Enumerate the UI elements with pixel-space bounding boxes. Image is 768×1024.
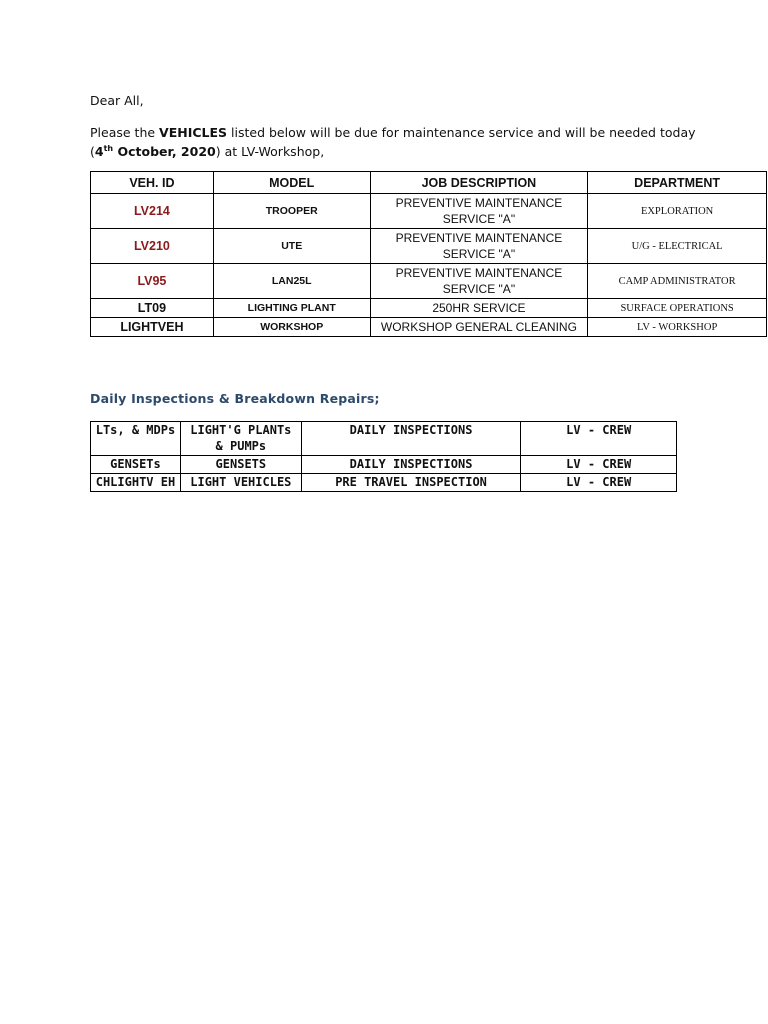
veh-id-cell: LV95 [91,264,214,299]
date-day: 4 [94,144,104,160]
model-cell: WORKSHOP [213,318,370,337]
table-row [91,299,767,318]
inspection-cell: GENSETS [180,456,301,474]
header-department: DEPARTMENT [588,172,767,194]
inspection-cell: LV - CREW [521,474,677,492]
veh-id-cell: LT09 [91,299,214,318]
inspections-heading: Daily Inspections & Breakdown Repairs; [90,391,380,406]
vehicles-header-row [91,172,767,194]
inspection-cell: LV - CREW [521,422,677,456]
header-veh-id: VEH. ID [91,172,214,194]
model-cell: UTE [213,229,370,264]
job-cell: 250HR SERVICE [370,299,588,318]
veh-id-cell: LV210 [91,229,214,264]
table-row [91,229,767,264]
table-row [91,474,677,492]
inspection-cell: DAILY INSPECTIONS [301,456,521,474]
table-row [91,422,677,456]
header-job-description: JOB DESCRIPTION [370,172,588,194]
intro-mid: listed below will be due for maintenance service and will be needed today ( [90,125,696,160]
date-suffix: th [103,144,114,153]
inspection-cell: LIGHT VEHICLES [180,474,301,492]
department-cell: LV - WORKSHOP [588,318,767,337]
intro-bold: VEHICLES [159,125,228,140]
intro-paragraph [90,125,710,160]
inspection-cell: DAILY INSPECTIONS [301,422,521,456]
veh-id-cell: LIGHTVEH [91,318,214,337]
department-cell: U/G - ELECTRICAL [588,229,767,264]
inspections-table [90,421,677,492]
inspection-cell: PRE TRAVEL INSPECTION [301,474,521,492]
job-cell: PREVENTIVE MAINTENANCE SERVICE "A" [370,229,588,264]
intro-end: ) at LV-Workshop, [215,144,325,160]
job-cell: WORKSHOP GENERAL CLEANING [370,318,588,337]
job-cell: PREVENTIVE MAINTENANCE SERVICE "A" [370,264,588,299]
inspection-cell: LTs, & MDPs [91,422,181,456]
model-cell: LIGHTING PLANT [213,299,370,318]
vehicles-table [90,171,767,337]
inspection-cell: LV - CREW [521,456,677,474]
inspection-cell: GENSETs [91,456,181,474]
job-cell: PREVENTIVE MAINTENANCE SERVICE "A" [370,194,588,229]
table-row [91,318,767,337]
department-cell: SURFACE OPERATIONS [588,299,767,318]
model-cell: TROOPER [213,194,370,229]
date-rest: October, 2020 [113,144,216,160]
veh-id-cell: LV214 [91,194,214,229]
greeting: Dear All, [90,93,144,108]
inspection-cell: LIGHT'G PLANTs & PUMPs [180,422,301,456]
table-row [91,194,767,229]
department-cell: CAMP ADMINISTRATOR [588,264,767,299]
department-cell: EXPLORATION [588,194,767,229]
inspection-cell: CHLIGHTV EH [91,474,181,492]
model-cell: LAN25L [213,264,370,299]
table-row [91,456,677,474]
table-row [91,264,767,299]
header-model: MODEL [213,172,370,194]
intro-prefix: Please the [90,125,160,140]
